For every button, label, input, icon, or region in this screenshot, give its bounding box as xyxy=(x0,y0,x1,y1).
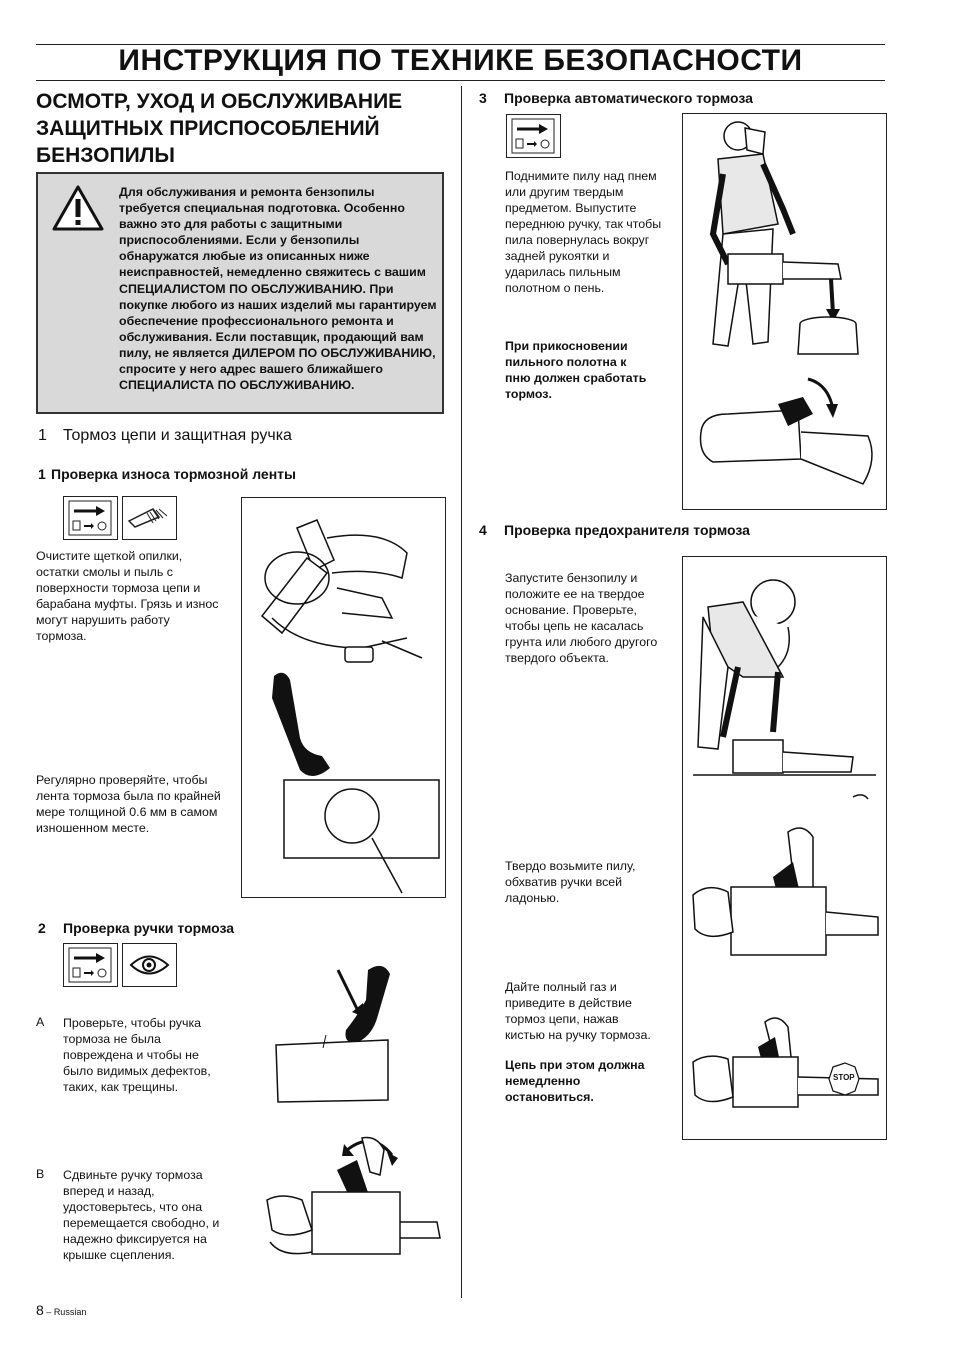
brake-handle-check-figure xyxy=(268,960,448,1110)
subsection-1-1-title: Проверка износа тормозной ленты xyxy=(51,466,296,482)
brake-band-clean-text: Очистите щеткой опилки, остатки смолы и пыль с поверхности тормоза цепи и барабана муфты. Грязь и износ могут нарушить работу тормоза. xyxy=(36,549,219,643)
step-a-label: A xyxy=(36,1015,45,1029)
eye-inspection-icon xyxy=(122,943,177,987)
step-b-text: Сдвиньте ручку тормоза вперед и назад, удостоверьтесь, что она перемещается свободно, и надежно фиксируется на крышке сцепления. xyxy=(63,1168,220,1262)
section-1-number: 1 xyxy=(38,427,47,444)
brake-band-figure xyxy=(241,497,446,898)
page-footer xyxy=(36,1302,86,1318)
brake-guard-grip-text: Твердо возьмите пилу, обхватив ручки всей ладонью. xyxy=(505,859,636,905)
section-1-title: Тормоз цепи и защитная ручка xyxy=(63,427,292,444)
footer-separator: – xyxy=(43,1307,54,1317)
step-b-label: B xyxy=(36,1167,45,1181)
section-2-number: 2 xyxy=(38,920,46,936)
procedure-icon xyxy=(63,943,118,987)
column-divider xyxy=(461,86,462,1298)
procedure-icon xyxy=(63,496,118,540)
title-underline xyxy=(36,80,885,81)
main-heading: ОСМОТР, УХОД И ОБСЛУЖИВАНИЕ ЗАЩИТНЫХ ПРИСПОСОБЛЕНИЙ БЕНЗОПИЛЫ xyxy=(36,90,403,167)
auto-brake-note: При прикосновении пильного полотна к пню должен сработать тормоз. xyxy=(505,339,647,401)
section-2-title: Проверка ручки тормоза xyxy=(63,920,235,936)
brush-icon xyxy=(122,496,177,540)
page-number: 8 xyxy=(36,1302,44,1318)
section-4-number: 4 xyxy=(479,522,487,538)
step-a-text: Проверьте, чтобы ручка тормоза не была повреждена и чтобы не было видимых дефектов, таких, как трещины. xyxy=(63,1016,211,1094)
section-3-number: 3 xyxy=(479,90,487,106)
page-title: ИНСТРУКЦИЯ ПО ТЕХНИКЕ БЕЗОПАСНОСТИ xyxy=(118,44,803,77)
warning-triangle-icon xyxy=(52,184,104,232)
brake-guard-start-text: Запустите бензопилу и положите ее на твердое основание. Проверьте, чтобы цепь не касалась грунта или любого другого твердого объекта. xyxy=(505,571,658,665)
procedure-icon xyxy=(506,114,561,158)
brake-guard-note: Цепь при этом должна немедленно остановиться. xyxy=(505,1058,645,1104)
section-4-title: Проверка предохранителя тормоза xyxy=(504,522,750,538)
warning-text: Для обслуживания и ремонта бензопилы требуется специальная подготовка. Особенно важно это для работы с защитными приспособлениями. Если у бензопилы обнаружатся любые из описанных ниже неисправностей, немедленно свяжитесь с вашим СПЕЦИАЛИСТОМ ПО ОБСЛУЖИВАНИЮ. При покупке любого из наших изделий мы гарантируем обеспечение профессионального ремонта и обслуживания. Если поставщик, продающий вам пилу, не является ДИЛЕРОМ ПО ОБСЛУЖИВАНИЮ, спросите у него адрес вашего ближайшего СПЕЦИАЛИСТА ПО ОБСЛУЖИВАНИЮ. xyxy=(119,185,437,393)
footer-language: Russian xyxy=(53,1307,87,1317)
warning-box xyxy=(36,172,444,414)
section-3-title: Проверка автоматического тормоза xyxy=(504,90,753,106)
brake-guard-throttle-text: Дайте полный газ и приведите в действие тормоз цепи, нажав кистью на ручку тормоза. xyxy=(505,980,651,1042)
brake-handle-move-figure xyxy=(262,1130,444,1260)
auto-brake-figure xyxy=(682,113,887,510)
brake-band-thickness-text: Регулярно проверяйте, чтобы лента тормоза была по крайней мере толщиной 0.6 мм в самом изношенном месте. xyxy=(36,773,221,835)
subsection-1-1-number: 1 xyxy=(38,466,46,482)
brake-guard-figure xyxy=(682,556,887,1140)
stop-sign-label: STOP xyxy=(833,1073,855,1082)
auto-brake-text: Поднимите пилу над пнем или другим твердым предметом. Выпустите переднюю ручку, так чтобы пила повернулась вокруг задней рукоятки и ударилась пильным полотном о пень. xyxy=(505,169,662,295)
